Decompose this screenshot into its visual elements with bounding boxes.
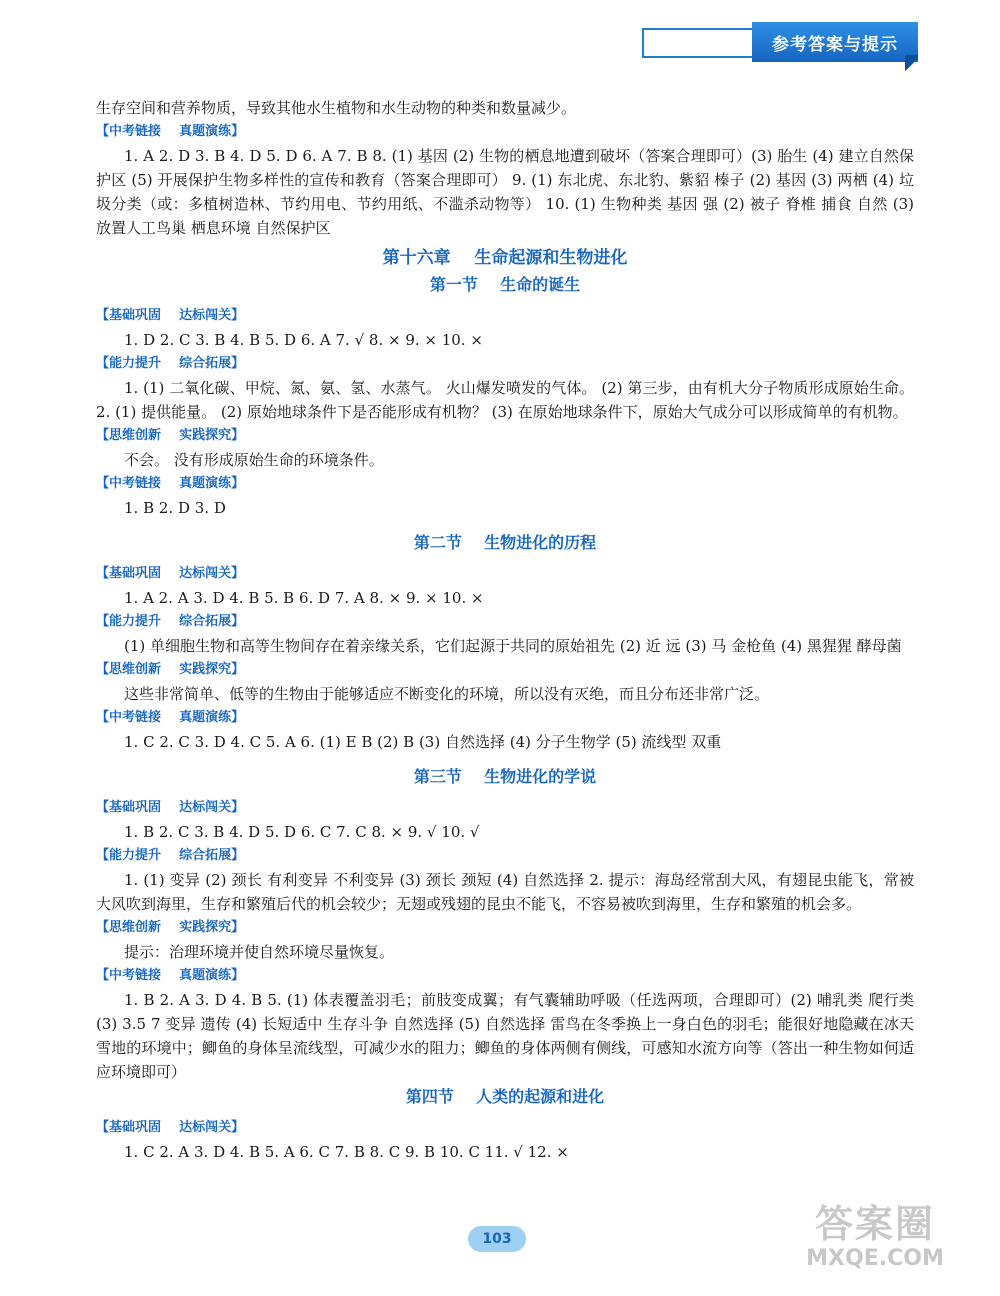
answer-content [96, 96, 914, 1164]
section-title: 第三节 生物进化的学说 [413, 767, 597, 786]
page-number [468, 1226, 526, 1252]
paragraph: 1. C 2. C 3. D 4. C 5. A 6. (1) E B (2) B (3) 自然选择 (4) 分子生物学 (5) 流线型 双重 [124, 733, 722, 751]
section-tag: 【中考链接 真题演练】 [96, 124, 245, 139]
header-frame [642, 28, 758, 58]
section-tag: 【基础巩固 达标闯关】 [96, 308, 245, 323]
paragraph: 1. D 2. C 3. B 4. B 5. D 6. A 7. √ 8. × 9. × 10. × [124, 331, 483, 349]
section-tag: 【能力提升 综合拓展】 [96, 356, 245, 371]
section-title: 第二节 生物进化的历程 [413, 533, 597, 552]
paragraph: 这些非常简单、低等的生物由于能够适应不断变化的环境，所以没有灭绝，而且分布还非常广泛。 [124, 685, 770, 703]
paragraph: 1. B 2. A 3. D 4. B 5. (1) 体表覆盖羽毛；前肢变成翼；有气囊辅助呼吸（任选两项，合理即可）(2) 哺乳类 爬行类 (3) 3.5 7 变异 遗传 (4) 长短适中 生存斗争 自然选择 (5) 自然选择 雷鸟在冬季换上一身白色的羽毛；能很好地隐藏在冰天雪地的环境中；鲫鱼的身体呈流线型，可减少水的阻力；鲫鱼的身体两侧有侧线，可感知水流方向等（答出一种生物如何适应环境即可） [96, 991, 914, 1081]
section-title: 第四节 人类的起源和进化 [405, 1087, 605, 1106]
section-tag: 【思维创新 实践探究】 [96, 920, 245, 935]
header-tab [752, 22, 918, 62]
paragraph: 1. (1) 变异 (2) 颈长 有利变异 不利变异 (3) 颈长 颈短 (4) 自然选择 2. 提示：海岛经常刮大风，有翅昆虫能飞，常被大风吹到海里，生存和繁殖后代的机会较少；无翅或残翅的昆虫不能飞，不容易被吹到海里，生存和繁殖的机会多。 [96, 871, 914, 913]
section-title: 第一节 生命的诞生 [429, 275, 581, 294]
section-tag: 【思维创新 实践探究】 [96, 428, 245, 443]
section-tag: 【中考链接 真题演练】 [96, 968, 245, 983]
paragraph: 提示：治理环境并使自然环境尽量恢复。 [124, 943, 395, 961]
paragraph: 1. C 2. A 3. D 4. B 5. A 6. C 7. B 8. C 9. B 10. C 11. √ 12. × [124, 1143, 569, 1161]
page-number-label: 103 [482, 1231, 512, 1247]
section-tag: 【能力提升 综合拓展】 [96, 848, 245, 863]
paragraph: 1. B 2. C 3. B 4. D 5. D 6. C 7. C 8. × 9. √ 10. √ [124, 823, 480, 841]
paragraph: (1) 单细胞生物和高等生物间存在着亲缘关系，它们起源于共同的原始祖先 (2) 近 远 (3) 马 金枪鱼 (4) 黑猩猩 酵母菌 [124, 637, 902, 655]
header-tab-fold [905, 55, 918, 75]
section-tag: 【基础巩固 达标闯关】 [96, 566, 245, 581]
section-tag: 【中考链接 真题演练】 [96, 710, 245, 725]
section-tag: 【基础巩固 达标闯关】 [96, 1120, 245, 1135]
section-tag: 【思维创新 实践探究】 [96, 662, 245, 677]
section-tag: 【中考链接 真题演练】 [96, 476, 245, 491]
watermark-logo [780, 1202, 970, 1282]
watermark-bottom: MXQE.COM [806, 1246, 944, 1271]
section-tag: 【能力提升 综合拓展】 [96, 614, 245, 629]
chapter-title: 第十六章 生命起源和生物进化 [382, 248, 628, 268]
paragraph: 不会。 没有形成原始生命的环境条件。 [124, 451, 384, 469]
paragraph: 1. B 2. D 3. D [124, 499, 226, 517]
paragraph: 1. A 2. A 3. D 4. B 5. B 6. D 7. A 8. × 9. × 10. × [124, 589, 484, 607]
section-tag: 【基础巩固 达标闯关】 [96, 800, 245, 815]
watermark-top: 答案圈 [814, 1202, 935, 1246]
paragraph: 1. (1) 二氧化碳、甲烷、氮、氨、氢、水蒸气。 火山爆发喷发的气体。 (2) 第三步，由有机大分子物质形成原始生命。 2. (1) 提供能量。 (2) 原始地球条件下是否能形成有机物？ (3) 在原始地球条件下，原始大气成分可以形成简单的有机物。 [96, 379, 914, 421]
header-tab-label: 参考答案与提示 [772, 34, 898, 55]
paragraph: 生存空间和营养物质，导致其他水生植物和水生动物的种类和数量减少。 [96, 99, 577, 117]
paragraph: 1. A 2. D 3. B 4. D 5. D 6. A 7. B 8. (1) 基因 (2) 生物的栖息地遭到破坏（答案合理即可）(3) 胎生 (4) 建立自然保护区 (5) 开展保护生物多样性的宣传和教育（答案合理即可） 9. (1) 东北虎、东北豹、紫貂 榛子 (2) 基因 (3) 两栖 (4) 垃圾分类（或：多植树造林、节约用电、节约用纸、不滥杀动物等） 10. (1) 生物种类 基因 强 (2) 被子 脊椎 捕食 自然 (3) 放置人工鸟巢 栖息环境 自然保护区 [96, 147, 914, 237]
